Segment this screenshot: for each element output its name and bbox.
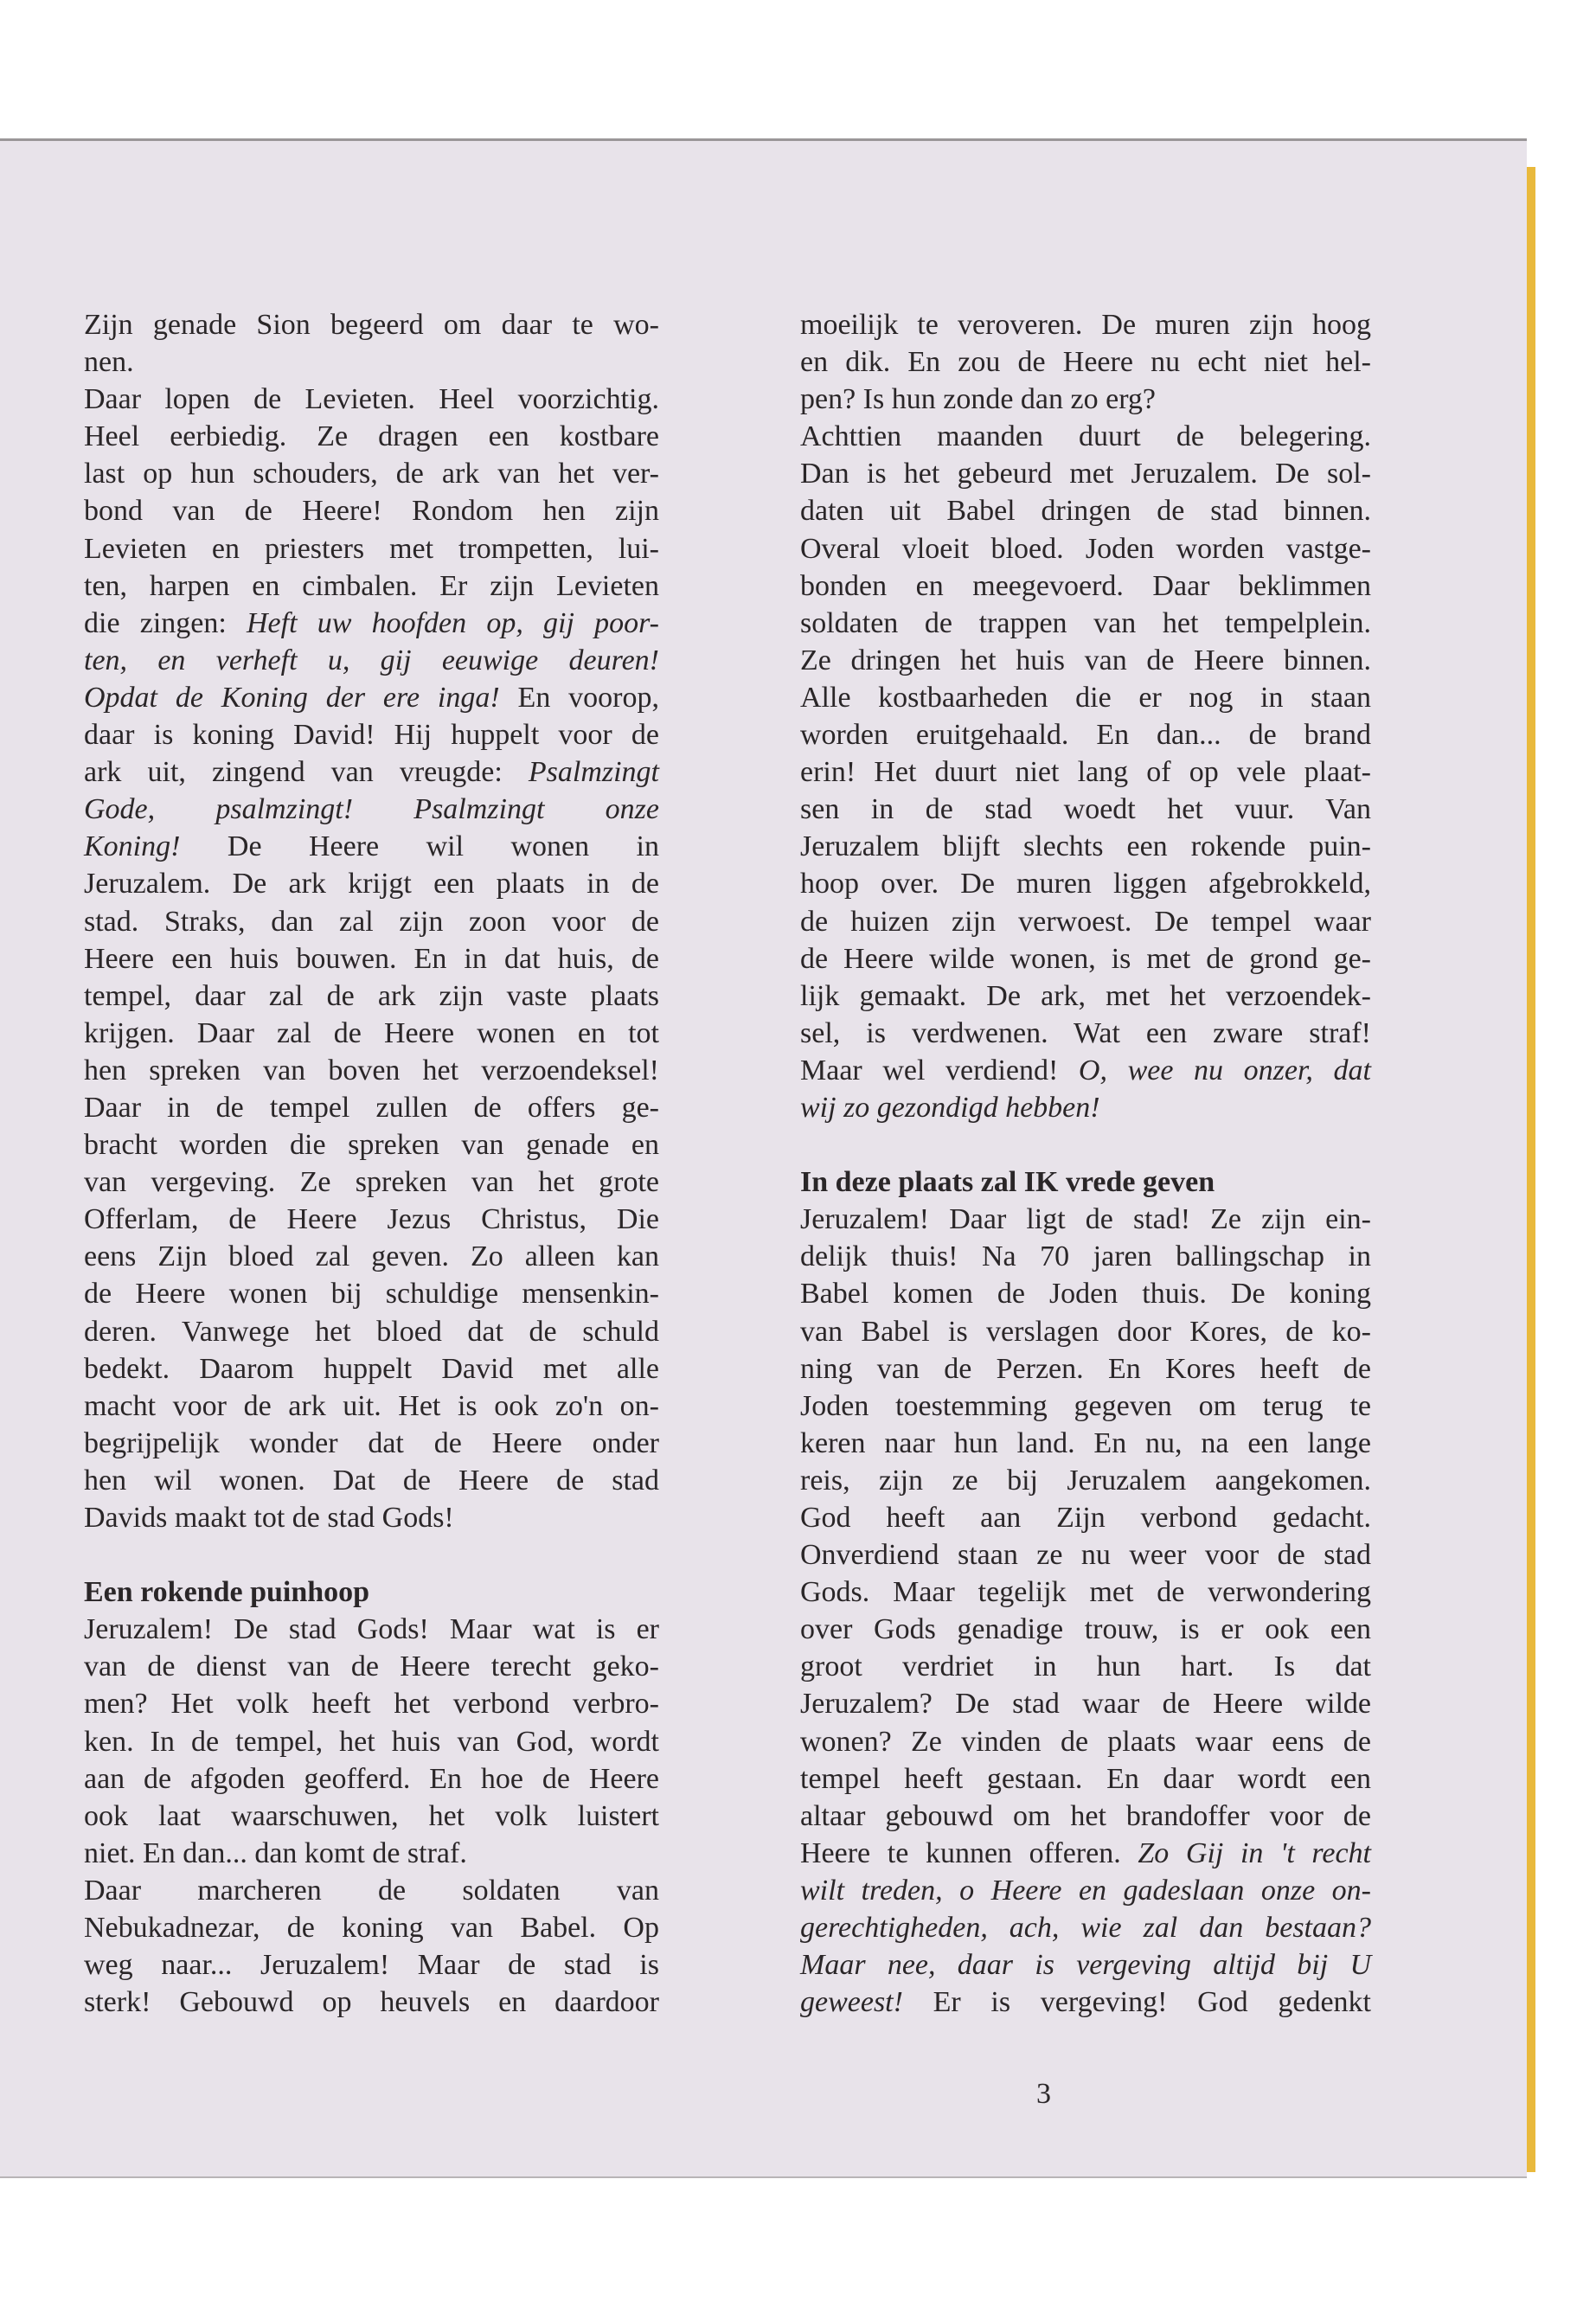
- section-heading: [84, 1574, 659, 1611]
- line-text: Heel eerbiedig. Ze dragen een kostbare: [84, 420, 659, 453]
- text-line: [84, 1946, 659, 1984]
- line-text: van de dienst van de Heere terecht geko-: [84, 1650, 659, 1683]
- line-text: over Gods genadige trouw, is er ook een: [800, 1613, 1371, 1646]
- text-line: [84, 1015, 659, 1052]
- italic-quote-text: Psalmzingt: [528, 756, 659, 789]
- text-line: [84, 977, 659, 1015]
- line-text: de Heere wilde wonen, is met de grond ge-: [800, 942, 1371, 975]
- text-line: [84, 605, 659, 642]
- text-line: [800, 1648, 1371, 1685]
- line-text: hen wil wonen. Dat de Heere de stad: [84, 1464, 659, 1497]
- line-text: stad. Straks, dan zal zijn zoon voor de: [84, 905, 659, 938]
- line-text: Jeruzalem. De ark krijgt een plaats in de: [84, 868, 659, 901]
- text-line: [84, 1685, 659, 1722]
- text-line: [800, 306, 1371, 343]
- line-text: Jeruzalem blijft slechts een rokende puin-: [800, 830, 1371, 863]
- text-line: [84, 1313, 659, 1350]
- italic-quote-text: Heft uw hoofden op, gij poor-: [247, 606, 659, 639]
- line-text: weg naar... Jeruzalem! Maar de stad is: [84, 1949, 659, 1982]
- line-text: tempel, daar zal de ark zijn vaste plaats: [84, 979, 659, 1012]
- text-line: [84, 567, 659, 605]
- line-text: Alle kostbaarheden die er nog in staan: [800, 681, 1371, 714]
- line-text: de huizen zijn verwoest. De tempel waar: [800, 905, 1371, 938]
- text-line: [800, 1388, 1371, 1425]
- text-line: [800, 1313, 1371, 1350]
- text-line: [84, 492, 659, 529]
- text-line: [84, 1388, 659, 1425]
- page-number: 3: [1036, 2078, 1051, 2110]
- line-text: Zijn genade Sion begeerd om daar te wo-: [84, 309, 659, 341]
- text-line: [800, 1798, 1371, 1835]
- line-text: van Babel is verslagen door Kores, de ko-: [800, 1315, 1371, 1348]
- text-line: [84, 1126, 659, 1163]
- text-line: [800, 1425, 1371, 1462]
- line-text: Babel komen de Joden thuis. De koning: [800, 1278, 1371, 1311]
- italic-quote-text: wij zo gezondigd hebben!: [800, 1091, 1100, 1124]
- text-line: [84, 1648, 659, 1685]
- text-line: [800, 381, 1371, 418]
- line-text: Gods. Maar tegelijk met de verwondering: [800, 1576, 1371, 1609]
- text-line: [800, 1201, 1371, 1238]
- line-text: keren naar hun land. En nu, na een lange: [800, 1426, 1371, 1459]
- text-line: [84, 940, 659, 977]
- line-text: In deze plaats zal IK vrede geven: [800, 1166, 1215, 1199]
- text-line: [800, 1089, 1371, 1126]
- text-line: [84, 1798, 659, 1835]
- line-text: daar is koning David! Hij huppelt voor de: [84, 719, 659, 752]
- line-text: De Heere wil wonen in: [180, 830, 659, 863]
- text-line: [84, 642, 659, 679]
- italic-quote-text: wilt treden, o Heere en gadeslaan onze on-: [800, 1874, 1371, 1907]
- text-line: [800, 679, 1371, 716]
- text-line: [84, 1499, 659, 1536]
- line-text: van vergeving. Ze spreken van het grote: [84, 1166, 659, 1199]
- line-text: reis, zijn ze bij Jeruzalem aangekomen.: [800, 1464, 1371, 1497]
- text-line: [800, 1462, 1371, 1499]
- italic-quote-text: O, wee nu onzer, dat: [1078, 1054, 1371, 1086]
- line-text: bond van de Heere! Rondom hen zijn: [84, 495, 659, 528]
- text-line: [800, 1015, 1371, 1052]
- line-text: daten uit Babel dringen de stad binnen.: [800, 495, 1371, 528]
- text-line: [800, 492, 1371, 529]
- line-text: tempel heeft gestaan. En daar wordt een: [800, 1762, 1371, 1795]
- line-text: Ze dringen het huis van de Heere binnen.: [800, 644, 1371, 676]
- text-line: [800, 865, 1371, 902]
- line-text: niet. En dan... dan komt de straf.: [84, 1836, 467, 1869]
- line-text: Heere te kunnen offeren.: [800, 1836, 1138, 1869]
- text-line: [800, 828, 1371, 865]
- text-line: [84, 1611, 659, 1648]
- text-line: [800, 455, 1371, 492]
- line-text: Heere een huis bouwen. En in dat huis, de: [84, 942, 659, 975]
- text-line: [84, 753, 659, 791]
- text-line: [800, 1238, 1371, 1275]
- text-line: [84, 716, 659, 753]
- line-text: sterk! Gebouwd op heuvels en daardoor: [84, 1986, 659, 2019]
- text-line: [800, 1611, 1371, 1648]
- line-text: erin! Het duurt niet lang of op vele plaat-: [800, 756, 1371, 789]
- text-line: [84, 343, 659, 381]
- line-text: bedekt. Daarom huppelt David met alle: [84, 1352, 659, 1385]
- line-text: ning van de Perzen. En Kores heeft de: [800, 1352, 1371, 1385]
- text-line: [84, 418, 659, 455]
- text-line: [84, 1872, 659, 1909]
- line-text: Achttien maanden duurt de belegering.: [800, 420, 1371, 453]
- text-line: [800, 1909, 1371, 1946]
- text-line: [84, 1238, 659, 1275]
- text-line: [800, 1835, 1371, 1872]
- text-line: [800, 791, 1371, 828]
- line-text: ark uit, zingend van vreugde:: [84, 756, 529, 789]
- text-line: [800, 1946, 1371, 1984]
- line-text: Levieten en priesters met trompetten, lui-: [84, 532, 659, 565]
- line-text: sel, is verdwenen. Wat een zware straf!: [800, 1016, 1371, 1049]
- line-text: ten, harpen en cimbalen. Er zijn Levieten: [84, 569, 659, 602]
- line-text: bonden en meegevoerd. Daar beklimmen: [800, 569, 1371, 602]
- line-text: delijk thuis! Na 70 jaren ballingschap in: [800, 1240, 1371, 1273]
- italic-quote-text: Maar nee, daar is vergeving altijd bij U: [800, 1949, 1371, 1982]
- line-text: Offerlam, de Heere Jezus Christus, Die: [84, 1203, 659, 1236]
- text-line: [800, 716, 1371, 753]
- line-text: altaar gebouwd om het brandoffer voor de: [800, 1799, 1371, 1832]
- text-line: [84, 1835, 659, 1872]
- text-line: [800, 1685, 1371, 1722]
- blank-line: [800, 1126, 1371, 1163]
- line-text: Davids maakt tot de stad Gods!: [84, 1502, 454, 1534]
- text-line: [84, 1760, 659, 1798]
- text-line: [800, 418, 1371, 455]
- line-text: wonen? Ze vinden de plaats waar eens de: [800, 1725, 1371, 1758]
- line-text: Daar lopen de Levieten. Heel voorzichtig.: [84, 383, 659, 416]
- text-line: [84, 791, 659, 828]
- line-text: pen? Is hun zonde dan zo erg?: [800, 383, 1156, 416]
- text-column-left: [84, 306, 659, 2021]
- text-line: [84, 1052, 659, 1089]
- text-line: [800, 1872, 1371, 1909]
- text-line: [800, 1574, 1371, 1611]
- line-text: Er is vergeving! God gedenkt: [902, 1986, 1371, 2019]
- line-text: ken. In de tempel, het huis van God, wordt: [84, 1725, 659, 1758]
- italic-quote-text: Koning!: [84, 830, 181, 863]
- text-line: [84, 1163, 659, 1201]
- text-line: [800, 1536, 1371, 1574]
- line-text: aan de afgoden geofferd. En hoe de Heere: [84, 1762, 659, 1795]
- line-text: Jeruzalem? De stad waar de Heere wilde: [800, 1688, 1371, 1721]
- line-text: hoop over. De muren liggen afgebrokkeld,: [800, 868, 1371, 901]
- line-text: de Heere wonen bij schuldige mensenkin-: [84, 1278, 659, 1311]
- text-line: [84, 679, 659, 716]
- text-line: [84, 1201, 659, 1238]
- text-line: [800, 1760, 1371, 1798]
- text-line: [84, 455, 659, 492]
- text-line: [84, 828, 659, 865]
- line-text: Nebukadnezar, de koning van Babel. Op: [84, 1912, 659, 1945]
- line-text: men? Het volk heeft het verbond verbro-: [84, 1688, 659, 1721]
- text-line: [800, 605, 1371, 642]
- line-text: groot verdriet in hun hart. Is dat: [800, 1650, 1371, 1683]
- text-line: [800, 1984, 1371, 2021]
- line-text: God heeft aan Zijn verbond gedacht.: [800, 1502, 1371, 1534]
- text-line: [84, 1089, 659, 1126]
- line-text: Maar wel verdiend!: [800, 1054, 1079, 1086]
- text-line: [800, 530, 1371, 567]
- italic-quote-text: gerechtigheden, ach, wie zal dan bestaan?: [800, 1912, 1371, 1945]
- text-line: [800, 940, 1371, 977]
- italic-quote-text: geweest!: [800, 1986, 903, 2019]
- text-line: [84, 530, 659, 567]
- line-text: Jeruzalem! De stad Gods! Maar wat is er: [84, 1613, 659, 1646]
- line-text: Overal vloeit bloed. Joden worden vastge-: [800, 532, 1371, 565]
- text-line: [84, 381, 659, 418]
- text-line: [84, 903, 659, 940]
- line-text: last op hun schouders, de ark van het ver-: [84, 458, 659, 490]
- text-line: [800, 903, 1371, 940]
- text-column-right: [800, 306, 1371, 2021]
- line-text: Een rokende puinhoop: [84, 1576, 370, 1609]
- line-text: Daar in de tempel zullen de offers ge-: [84, 1091, 659, 1124]
- text-line: [800, 753, 1371, 791]
- text-line: [84, 1462, 659, 1499]
- text-line: [84, 865, 659, 902]
- text-line: [84, 1984, 659, 2021]
- line-text: begrijpelijk wonder dat de Heere onder: [84, 1426, 659, 1459]
- line-text: worden eruitgehaald. En dan... de brand: [800, 719, 1371, 752]
- line-text: Dan is het gebeurd met Jeruzalem. De sol-: [800, 458, 1371, 490]
- text-line: [84, 306, 659, 343]
- line-text: sen in de stad woedt het vuur. Van: [800, 793, 1371, 826]
- text-line: [800, 1275, 1371, 1312]
- blank-line: [84, 1536, 659, 1574]
- line-text: soldaten de trappen van het tempelplein.: [800, 606, 1371, 639]
- section-heading: [800, 1163, 1371, 1201]
- line-text: hen spreken van boven het verzoendeksel!: [84, 1054, 659, 1086]
- text-line: [84, 1425, 659, 1462]
- line-text: Jeruzalem! Daar ligt de stad! Ze zijn ein-: [800, 1203, 1371, 1236]
- italic-quote-text: Gode, psalmzingt! Psalmzingt onze: [84, 793, 659, 826]
- line-text: Daar marcheren de soldaten van: [84, 1874, 659, 1907]
- line-text: die zingen:: [84, 606, 247, 639]
- line-text: moeilijk te veroveren. De muren zijn hoog: [800, 309, 1371, 341]
- line-text: En voorop,: [499, 681, 659, 714]
- line-text: bracht worden die spreken van genade en: [84, 1129, 659, 1162]
- line-text: en dik. En zou de Heere nu echt niet hel-: [800, 346, 1371, 379]
- line-text: Onverdiend staan ze nu weer voor de stad: [800, 1539, 1371, 1572]
- text-line: [800, 567, 1371, 605]
- italic-quote-text: ten, en verheft u, gij eeuwige deuren!: [84, 644, 659, 676]
- line-text: eens Zijn bloed zal geven. Zo alleen kan: [84, 1240, 659, 1273]
- line-text: krijgen. Daar zal de Heere wonen en tot: [84, 1016, 659, 1049]
- text-line: [84, 1909, 659, 1946]
- line-text: nen.: [84, 346, 134, 379]
- text-line: [800, 642, 1371, 679]
- text-line: [84, 1350, 659, 1388]
- text-line: [800, 1723, 1371, 1760]
- line-text: deren. Vanwege het bloed dat de schuld: [84, 1315, 659, 1348]
- text-line: [84, 1723, 659, 1760]
- italic-quote-text: Zo Gij in 't recht: [1138, 1836, 1371, 1869]
- line-text: macht voor de ark uit. Het is ook zo'n on-: [84, 1389, 659, 1422]
- line-text: ook laat waarschuwen, het volk luistert: [84, 1799, 659, 1832]
- line-text: Joden toestemming gegeven om terug te: [800, 1389, 1371, 1422]
- text-line: [800, 977, 1371, 1015]
- text-line: [84, 1275, 659, 1312]
- text-line: [800, 343, 1371, 381]
- italic-quote-text: Opdat de Koning der ere inga!: [84, 681, 500, 714]
- line-text: lijk gemaakt. De ark, met het verzoendek-: [800, 979, 1371, 1012]
- yellow-page-edge: [1527, 167, 1535, 2172]
- text-line: [800, 1350, 1371, 1388]
- text-line: [800, 1052, 1371, 1089]
- text-line: [800, 1499, 1371, 1536]
